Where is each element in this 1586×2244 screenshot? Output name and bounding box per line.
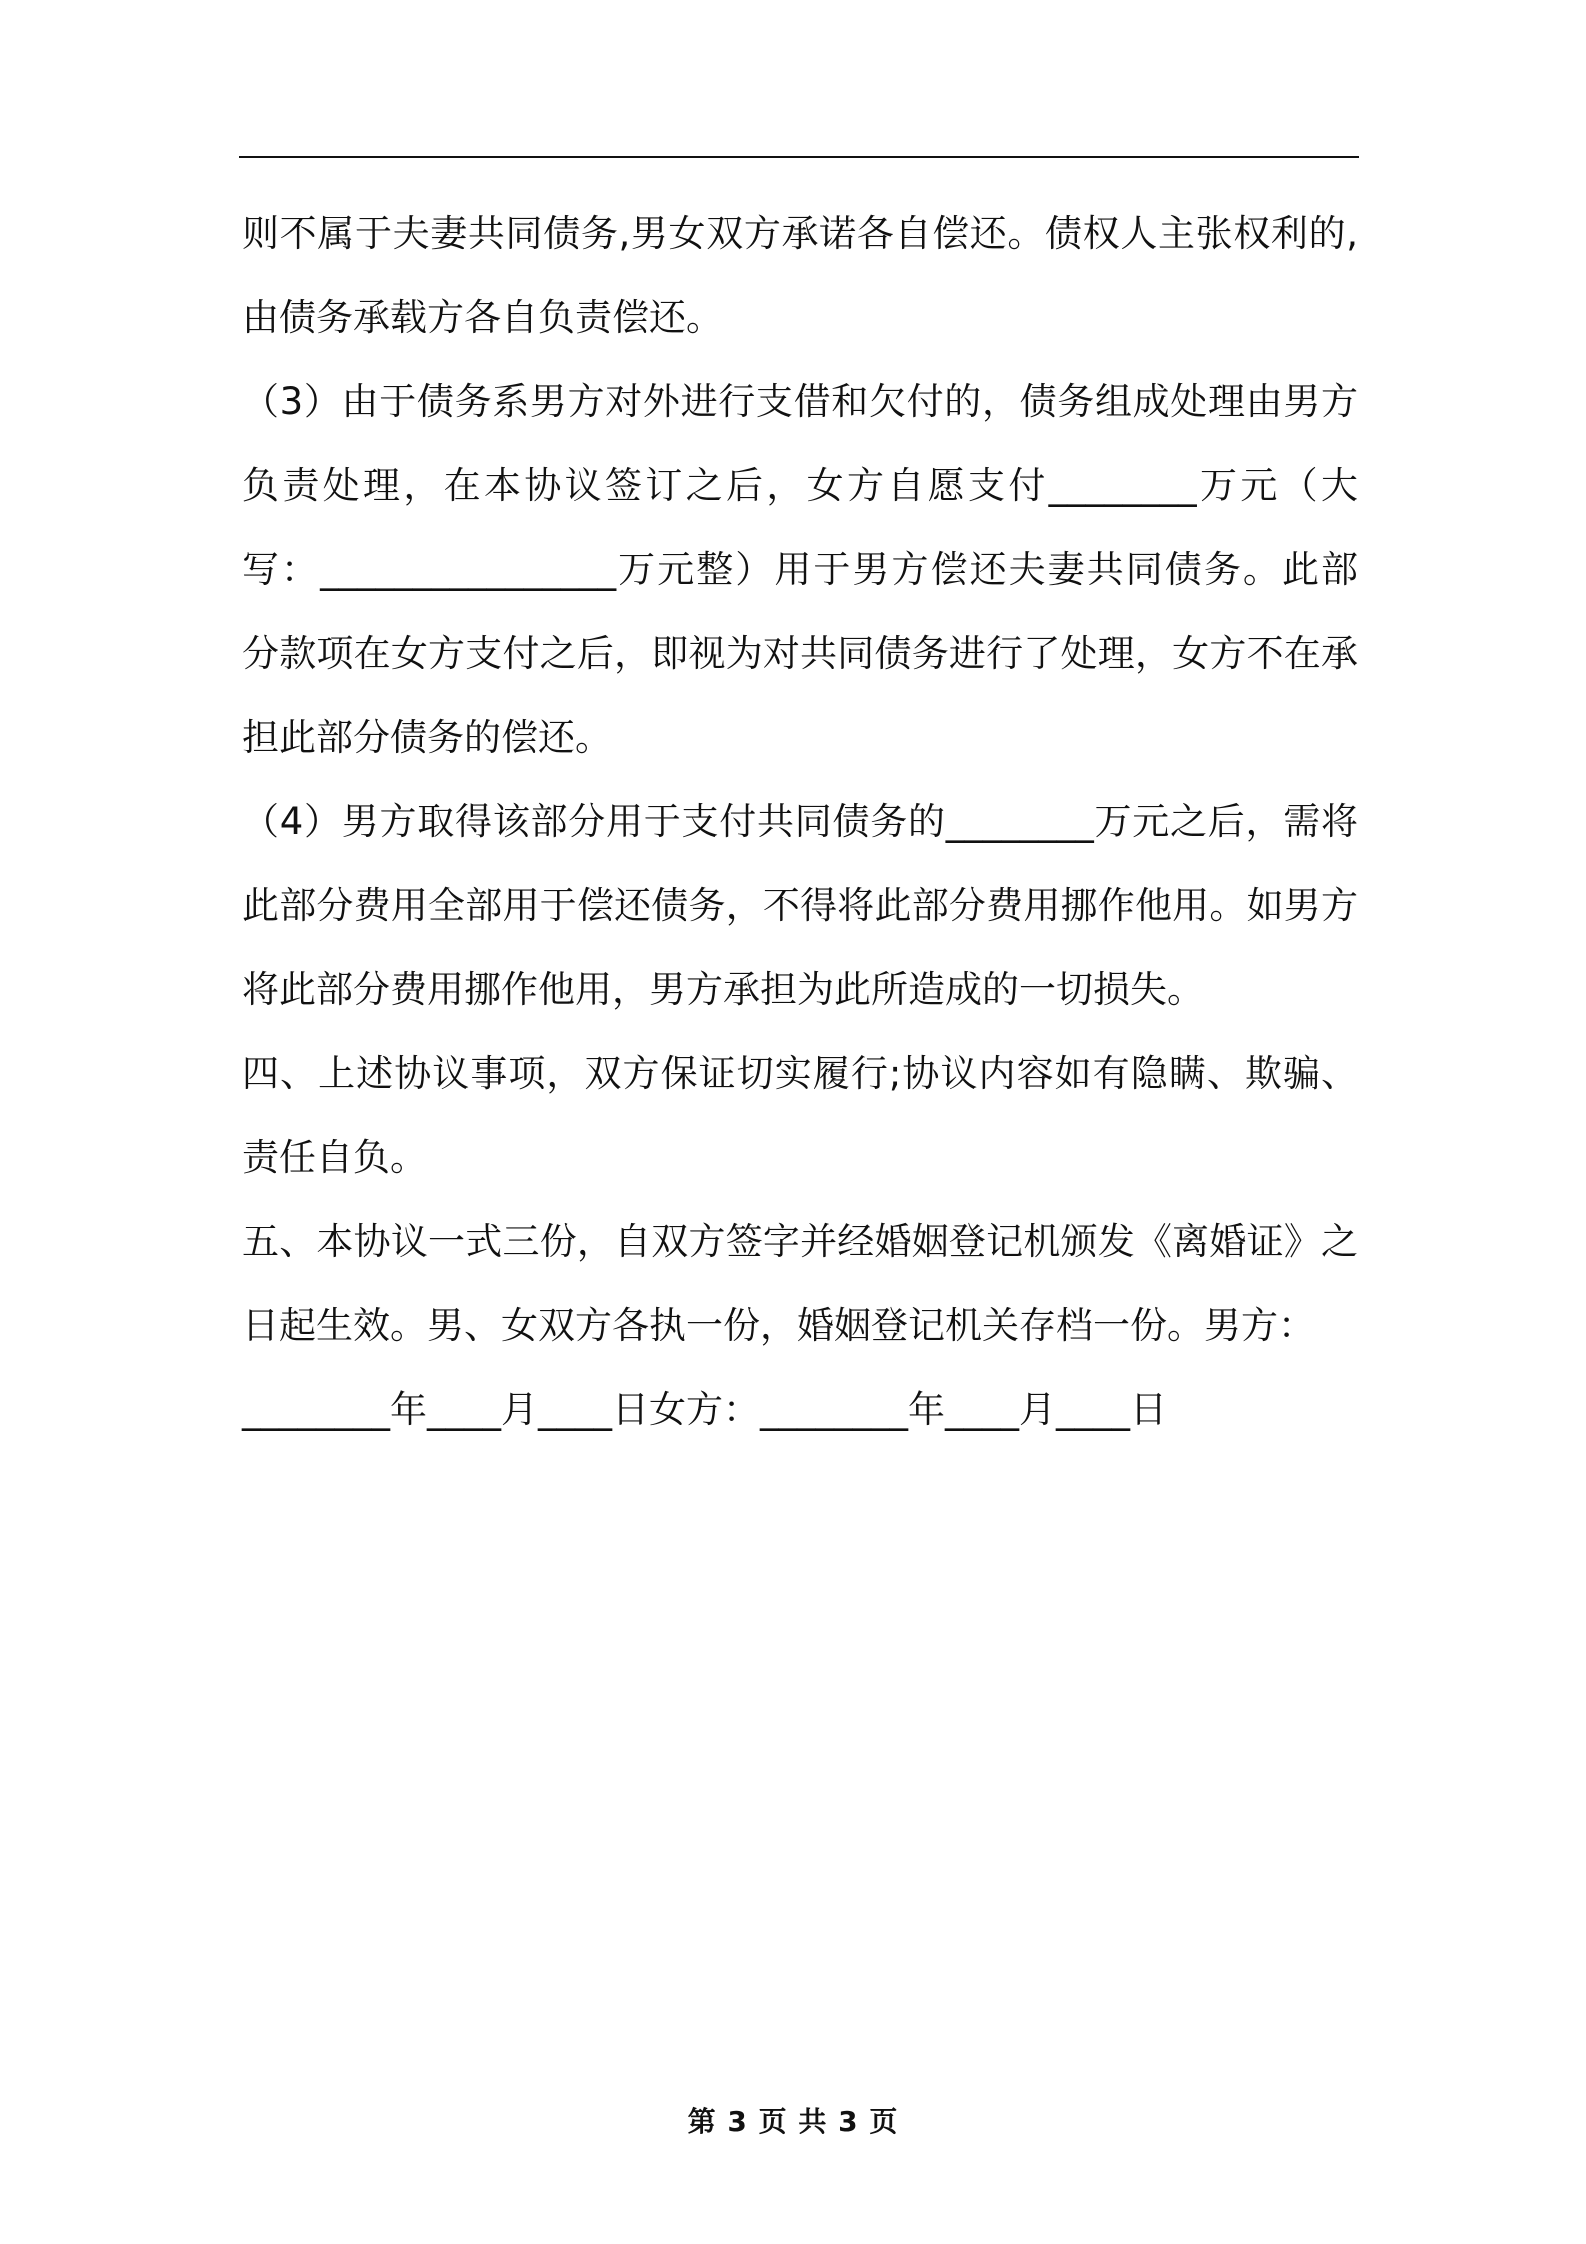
text-line: 则不属于夫妻共同债务,男女双方承诺各自偿还。债权人主张权利的,: [242, 212, 1358, 255]
text-line: 由债务承载方各自负责偿还。: [242, 296, 723, 339]
text-line: （4）男方取得该部分用于支付共同债务的________万元之后，需将: [242, 800, 1358, 843]
text-line: 写：________________万元整）用于男方偿还夫妻共同债务。此部: [242, 548, 1358, 591]
text-line: 此部分费用全部用于偿还债务，不得将此部分费用挪作他用。如男方: [242, 884, 1358, 927]
page-number: 第 3 页 共 3 页: [687, 2105, 899, 2138]
text-line: 负责处理，在本协议签订之后，女方自愿支付________万元（大: [242, 464, 1358, 507]
signature-date-line: ________年____月____日女方：________年____月____日: [242, 1388, 1167, 1431]
document-body: [242, 192, 1358, 1452]
text-line: 担此部分债务的偿还。: [242, 716, 612, 759]
text-line: 五、本协议一式三份，自双方签字并经婚姻登记机颁发《离婚证》之: [242, 1220, 1358, 1263]
text-line: 将此部分费用挪作他用，男方承担为此所造成的一切损失。: [242, 968, 1204, 1011]
text-line: （3）由于债务系男方对外进行支借和欠付的，债务组成处理由男方: [242, 380, 1358, 423]
text-line: 四、上述协议事项，双方保证切实履行;协议内容如有隐瞒、欺骗、: [242, 1052, 1358, 1095]
text-line: 日起生效。男、女双方各执一份，婚姻登记机关存档一份。男方：: [242, 1304, 1315, 1347]
text-line: 责任自负。: [242, 1136, 427, 1179]
text-line: 分款项在女方支付之后，即视为对共同债务进行了处理，女方不在承: [242, 632, 1358, 675]
header-rule: [239, 156, 1359, 158]
